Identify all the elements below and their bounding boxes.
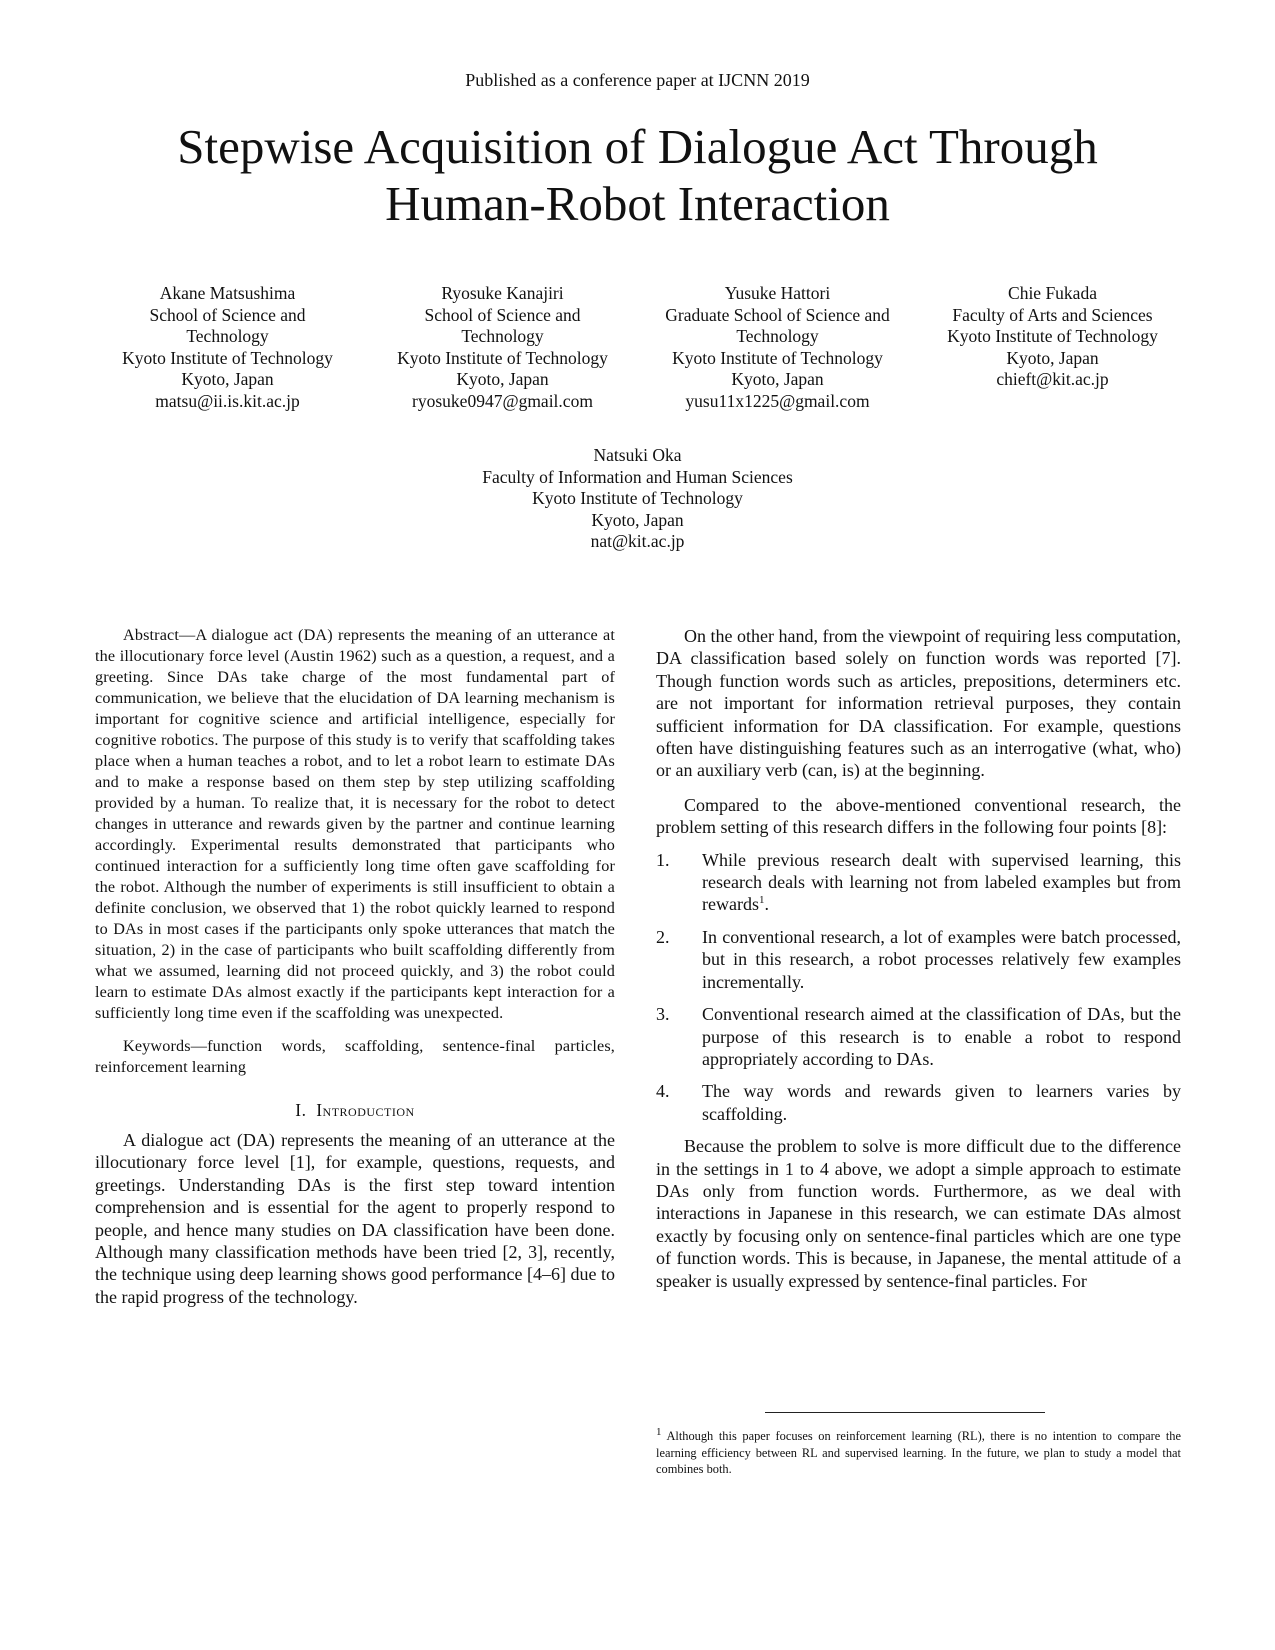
author-city: Kyoto, Japan — [181, 369, 274, 390]
author-block-5 — [0, 445, 1275, 553]
list-number: 1. — [656, 849, 670, 870]
differences-list — [656, 849, 1181, 1125]
list-number: 2. — [656, 926, 670, 947]
author-city: Kyoto, Japan — [1006, 347, 1099, 368]
conference-note: Published as a conference paper at IJCNN 2019 — [465, 70, 810, 90]
footnote-text: Although this paper focuses on reinforcement learning (RL), there is no intention to compare the learning efficiency between RL and supervised learning. In the future, we plan to study a model that combines both. — [656, 1429, 1181, 1476]
title-line-2: Human-Robot Interaction — [385, 176, 890, 231]
list-text: Conventional research aimed at the classification of DAs, but the purpose of this research is to enable a robot to respond appropriately according to DAs. — [702, 1004, 1181, 1069]
author-email: matsu@ii.is.kit.ac.jp — [155, 390, 300, 411]
keywords: Keywords—function words, scaffolding, sentence-final particles, reinforcement learning — [95, 1037, 615, 1076]
list-text — [702, 849, 1181, 916]
right-paragraph-3: Because the problem to solve is more difficult due to the difference in the settings in 1 to 4 above, we adopt a simple approach to estimate DAs only from function words. Furthermore, as we deal with interactions in Japanese in this research, we can estimate DAs almost exactly by focusing only on sentence-final particles which are one type of function words. This is because, in Japanese, the mental attitude of a speaker is usually expressed by sentence-final particles. For — [656, 1136, 1181, 1291]
footnote-ref: 1 — [758, 894, 765, 907]
author-email: ryosuke0947@gmail.com — [412, 390, 593, 411]
author-dept: School of Science and — [149, 304, 306, 325]
author-email: yusu11x1225@gmail.com — [685, 390, 870, 411]
paper-title — [80, 118, 1195, 232]
author-block-2 — [365, 283, 640, 413]
list-number: 4. — [656, 1081, 670, 1102]
author-dept: Technology — [736, 326, 819, 347]
author-email: chieft@kit.ac.jp — [996, 369, 1109, 390]
abstract: Abstract—A dialogue act (DA) represents the meaning of an utterance at the illocutionary force level (Austin 1962) such as a question, a request, and a greeting. Since DAs take charge of the most fundamental part of communication, we believe that the elucidation of DA learning mechanism is important for cognitive science and artificial intelligence, especially for cognitive robotics. The purpose of this study is to verify that scaffolding takes place when a human teaches a robot, and to let a robot learn to estimate DAs and to make a response based on them step by step utilizing scaffolding provided by a human. To realize that, it is necessary for the robot to detect changes in utterance and rewards given by the partner and continue learning accordingly. Experimental results demonstrated that participants who continued interaction for a sufficiently long time often gave scaffolding for the robot. Although the number of experiments is still insufficient to obtain a definite conclusion, we observed that 1) the robot quickly learned to respond to DAs in most cases if the participants only spoke utterances that match the situation, 2) in the case of participants who built scaffolding differently from what we assumed, learning did not proceed quickly, and 3) the robot could learn to estimate DAs almost exactly if the participants kept interaction for a sufficiently long time even if the scaffolding was unexpected. — [95, 626, 615, 1022]
author-dept: Technology — [461, 326, 544, 347]
author-name: Akane Matsushima — [159, 283, 296, 303]
author-dept: School of Science and — [424, 304, 581, 325]
left-column — [95, 625, 615, 1308]
list-text: In conventional research, a lot of examples were batch processed, but in this research, a robot processes relatively few examples incrementally. — [702, 926, 1181, 992]
section-numeral: I. — [295, 1100, 307, 1120]
author-dept: Faculty of Information and Human Sciences — [482, 466, 793, 487]
author-name: Yusuke Hattori — [724, 283, 831, 303]
author-dept: Graduate School of Science and — [665, 304, 890, 325]
author-block-4 — [915, 283, 1190, 413]
list-text-end: . — [764, 894, 769, 915]
right-paragraph-1: On the other hand, from the viewpoint of requiring less computation, DA classification based solely on function words was reported [7]. Though function words such as articles, prepositions, determiners etc. are not important for information retrieval purposes, they contain sufficient information for DA classification. For example, questions often have distinguishing features such as an interrogative (what, who) or an auxiliary verb (can, is) at the beginning. — [656, 626, 1181, 781]
author-name: Ryosuke Kanajiri — [441, 283, 564, 303]
author-name: Natsuki Oka — [593, 445, 682, 465]
title-line-1: Stepwise Acquisition of Dialogue Act Through — [177, 119, 1098, 174]
intro-paragraph-1: A dialogue act (DA) represents the meaning of an utterance at the illocutionary force level [1], for example, questions, requests, and greetings. Understanding DAs is the first step toward intention comprehension and is essential for the agent to properly respond to people, and hence many studies on DA classification have been done. Although many classification methods have been tried [2, 3], recently, the technique using deep learning shows good performance [4–6] due to the rapid progress of the technology. — [95, 1130, 615, 1307]
author-dept: Faculty of Arts and Sciences — [952, 304, 1153, 325]
section-heading-introduction — [95, 1100, 615, 1121]
section-title: Introduction — [316, 1100, 415, 1120]
authors-row — [90, 283, 1190, 413]
author-city: Kyoto, Japan — [731, 369, 824, 390]
author-block-1 — [90, 283, 365, 413]
author-institution: Kyoto Institute of Technology — [397, 347, 608, 368]
author-institution: Kyoto Institute of Technology — [947, 326, 1158, 347]
list-item — [656, 1003, 1181, 1070]
right-column — [656, 625, 1181, 1292]
footnote-mark: 1 — [656, 1425, 662, 1438]
list-item — [656, 849, 1181, 916]
author-email: nat@kit.ac.jp — [590, 531, 685, 552]
author-city: Kyoto, Japan — [456, 369, 549, 390]
author-name: Chie Fukada — [1008, 283, 1097, 303]
author-institution: Kyoto Institute of Technology — [122, 347, 333, 368]
right-paragraph-2: Compared to the above-mentioned conventional research, the problem setting of this research differs in the following four points [8]: — [656, 794, 1181, 838]
list-text-body: While previous research dealt with supervised learning, this research deals with learning not from labeled examples but from rewards — [702, 849, 1181, 915]
list-item — [656, 926, 1181, 993]
author-dept: Technology — [186, 326, 269, 347]
author-institution: Kyoto Institute of Technology — [672, 347, 883, 368]
footnote-divider — [765, 1412, 1045, 1413]
footnote — [656, 1425, 1181, 1478]
author-city: Kyoto, Japan — [591, 509, 684, 530]
author-institution: Kyoto Institute of Technology — [532, 488, 743, 509]
author-block-3 — [640, 283, 915, 413]
list-number: 3. — [656, 1004, 670, 1025]
list-text: The way words and rewards given to learners varies by scaffolding. — [702, 1081, 1181, 1124]
list-item — [656, 1080, 1181, 1125]
